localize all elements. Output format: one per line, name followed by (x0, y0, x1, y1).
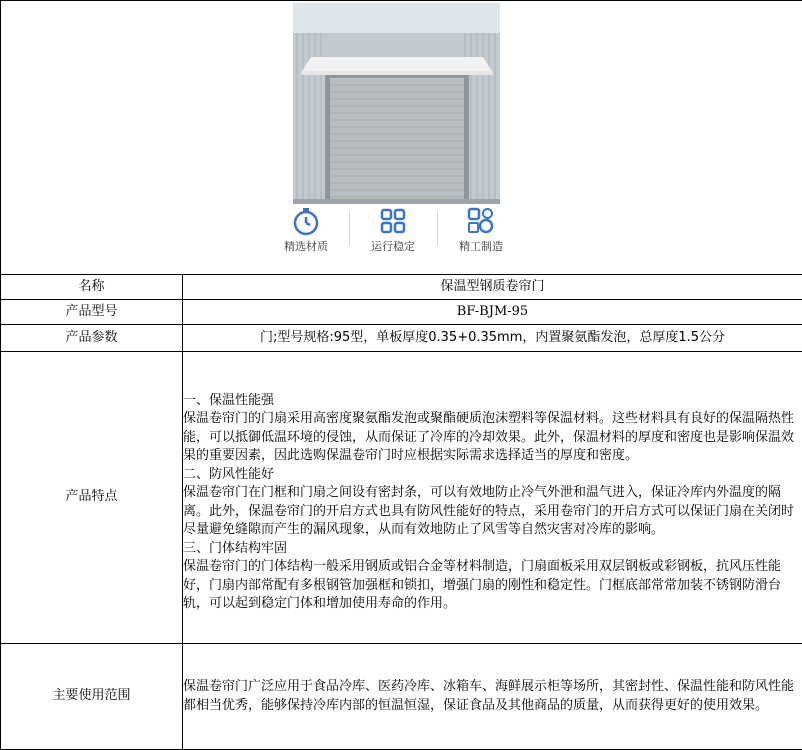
gears-icon (446, 206, 516, 236)
features-content (183, 352, 802, 644)
feature-heading: 二、防风性能好 (183, 466, 802, 485)
feature-item (271, 206, 341, 254)
feature-paragraph: 保温卷帘门的门扇采用高密度聚氨酯发泡或聚酯硬质泡沫塑料等保温材料。这些材料具有良好的保温隔热性能，可以抵御低温环境的侵蚀，从而保证了冷库的冷却效果。此外，保温材料的厚度和密度也是影响保温效果的重要因素，因此选购保温卷帘门时应根据实际需求选择适当的厚度和密度。 (183, 410, 802, 466)
feature-label: 运行稳定 (358, 240, 428, 254)
model-label: 产品型号 (1, 300, 183, 325)
feature-icons-row (271, 206, 531, 256)
usage-content (183, 644, 802, 750)
feature-label: 精选材质 (271, 240, 341, 254)
feature-label: 精工制造 (446, 240, 516, 254)
product-params: 门;型号规格:95型，单板厚度0.35+0.35mm，内置聚氨酯发泡，总厚度1.5公分 (183, 325, 802, 352)
product-image-cell (1, 1, 802, 275)
feature-divider (437, 212, 438, 246)
feature-paragraph: 保温卷帘门的门体结构一般采用钢质或铝合金等材料制造，门扇面板采用双层钢板或彩钢板，抗风压性能好，门扇内部常配有多根钢管加强框和锁扣，增强门扇的刚性和稳定性。门框底部常常加装不锈钢防滑台轨，可以起到稳定门体和增加使用寿命的作用。 (183, 558, 802, 614)
product-photo (293, 3, 500, 204)
feature-heading: 三、门体结构牢固 (183, 540, 802, 559)
product-name: 保温型钢质卷帘门 (183, 275, 802, 300)
usage-label: 主要使用范围 (1, 644, 183, 750)
feature-paragraph: 保温卷帘门在门框和门扇之间设有密封条，可以有效地防止冷气外泄和温气进入，保证冷库内外温度的隔离。此外，保温卷帘门的开启方式也具有防风性能好的特点，采用卷帘门的开启方式可以保证门扇在关闭时尽量避免缝隙而产生的漏风现象，从而有效地防止了风雪等自然灾害对冷库的影响。 (183, 484, 802, 540)
feature-heading: 一、保温性能强 (183, 392, 802, 411)
feature-item (358, 206, 428, 254)
features-label: 产品特点 (1, 352, 183, 644)
params-label: 产品参数 (1, 325, 183, 352)
name-label: 名称 (1, 275, 183, 300)
grid-icon (358, 206, 428, 236)
stopwatch-icon (271, 206, 341, 236)
feature-item (446, 206, 516, 254)
usage-paragraph: 保温卷帘门广泛应用于食品冷库、医药冷库、冰箱车、海鲜展示柜等场所，其密封性、保温性能和防风性能都相当优秀，能够保持冷库内部的恒温恒湿，保证食品及其他商品的质量，从而获得更好的使用效果。 (183, 678, 802, 715)
feature-divider (349, 212, 350, 246)
product-model: BF-BJM-95 (183, 300, 802, 325)
